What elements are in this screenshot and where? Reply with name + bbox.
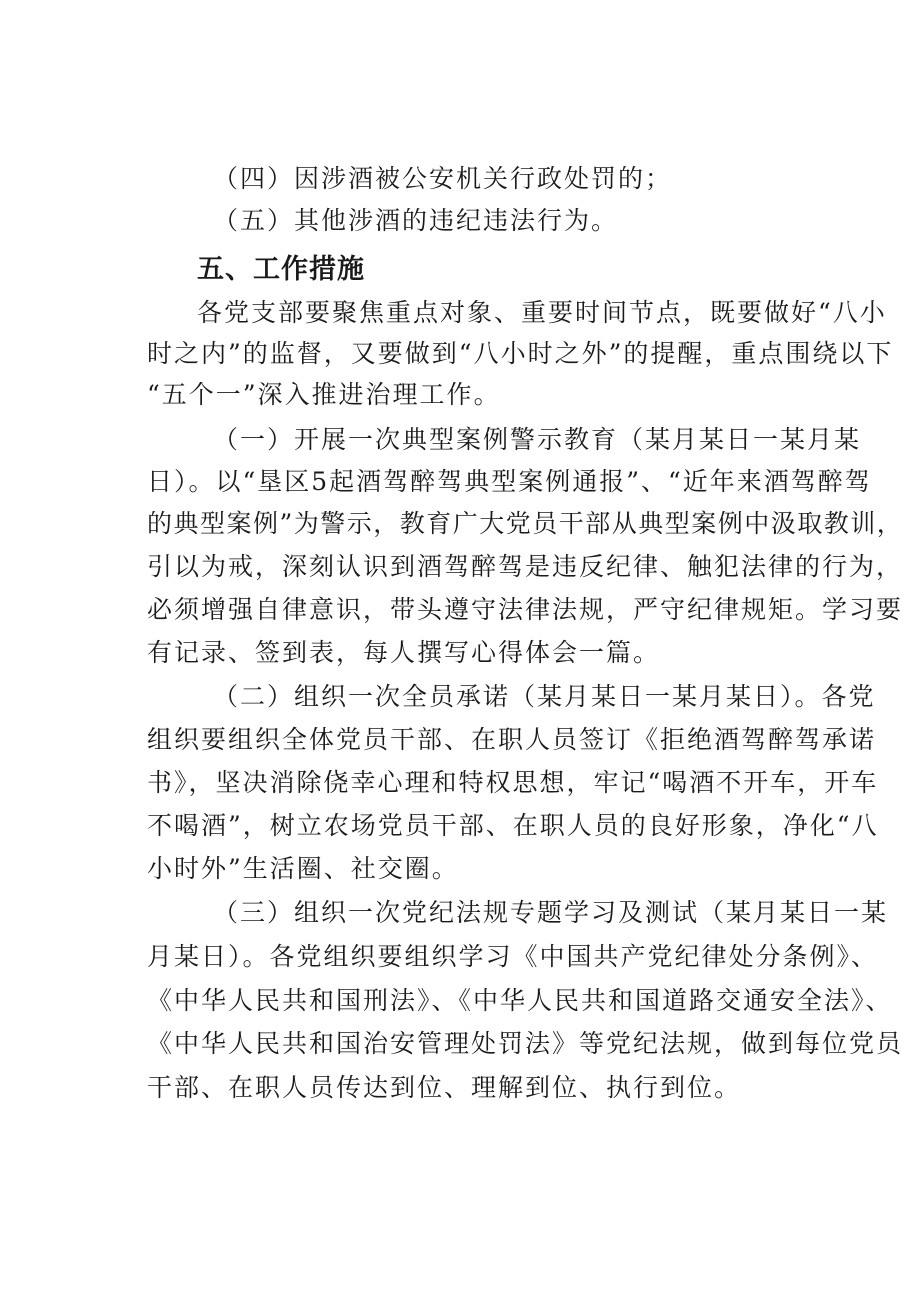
measure-2-line-1: （二）组织一次全员承诺（某月某日一某月某日）。各党 — [213, 682, 876, 711]
measure-1-line-4: 引以为戒，深刻认识到酒驾醉驾是违反纪律、触犯法律的行为， — [147, 552, 904, 581]
measure-3-line-1: （三）组织一次党纪法规专题学习及测试（某月某日一某 — [213, 898, 889, 927]
measure-1-line-1: （一）开展一次典型案例警示教育（某月某日一某月某 — [213, 425, 862, 454]
measure-3-line-3: 《中华人民共和国刑法》、《中华人民共和国道路交通安全法》、 — [147, 986, 893, 1015]
intro-line-1: 各党支部要聚焦重点对象、重要时间节点，既要做好“八小 — [197, 298, 887, 327]
measure-1-line-2: 日）。以“垦区5起酒驾醉驾典型案例通报”、“近年来酒驾醉驾 — [147, 467, 872, 496]
measure-2-line-2: 组织要组织全体党员干部、在职人员签订《拒绝酒驾醉驾承诺 — [147, 725, 877, 754]
measure-1-line-6: 有记录、签到表，每人撰写心得体会一篇。 — [147, 638, 661, 667]
item-five: （五）其他涉酒的违纪违法行为。 — [213, 206, 619, 235]
measure-2-line-3: 书》，坚决消除侥幸心理和特权思想，牢记“喝酒不开车，开车 — [147, 768, 879, 797]
intro-line-2: 时之内”的监督，又要做到“八小时之外”的提醒，重点围绕以下 — [147, 339, 894, 368]
item-four: （四）因涉酒被公安机关行政处罚的； — [213, 164, 673, 193]
measure-1-line-5: 必须增强自律意识，带头遵守法律法规，严守纪律规矩。学习要 — [147, 595, 904, 624]
measure-3-line-2: 月某日）。各党组织要组织学习《中国共产党纪律处分条例》、 — [147, 942, 879, 971]
measure-1-line-3: 的典型案例”为警示，教育广大党员干部从典型案例中汲取教训， — [147, 509, 904, 538]
measure-3-line-5: 干部、在职人员传达到位、理解到位、执行到位。 — [147, 1073, 742, 1102]
section-heading: 五、工作措施 — [197, 254, 365, 285]
intro-line-3: “五个一”深入推进治理工作。 — [147, 380, 501, 409]
measure-3-line-4: 《中华人民共和国治安管理处罚法》等党纪法规，做到每位党员 — [147, 1029, 904, 1058]
measure-2-line-4: 不喝酒”，树立农场党员干部、在职人员的良好形象，净化“八 — [147, 811, 879, 840]
measure-2-line-5: 小时外”生活圈、社交圈。 — [147, 854, 459, 883]
